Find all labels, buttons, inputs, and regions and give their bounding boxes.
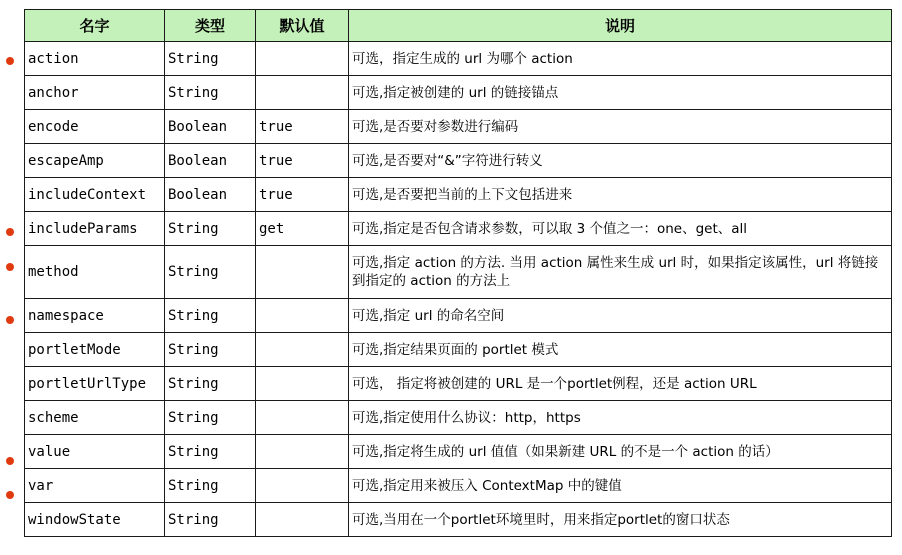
param-description: 可选,指定结果页面的 portlet 模式 (349, 333, 892, 367)
param-name: portletUrlType (25, 367, 165, 401)
param-default: true (256, 110, 349, 144)
param-default (256, 435, 349, 469)
param-name: includeContext (25, 178, 165, 212)
table-row (25, 333, 892, 367)
bullet-dot (6, 263, 14, 271)
param-description: 可选,指定 action 的方法. 当用 action 属性来生成 url 时，如果指定该属性，url 将链接到指定的 action 的方法上 (349, 246, 892, 299)
param-name: var (25, 469, 165, 503)
param-name: value (25, 435, 165, 469)
parameter-table (24, 9, 892, 537)
param-default (256, 246, 349, 299)
param-type: String (165, 401, 256, 435)
param-type: Boolean (165, 110, 256, 144)
header-type: 类型 (165, 10, 256, 42)
param-name: anchor (25, 76, 165, 110)
param-name: encode (25, 110, 165, 144)
param-description: 可选， 指定将被创建的 URL 是一个portlet例程，还是 action URL (349, 367, 892, 401)
table-row (25, 110, 892, 144)
bullet-dot (6, 57, 14, 65)
header-description: 说明 (349, 10, 892, 42)
bullet-dot (6, 491, 14, 499)
table-row (25, 435, 892, 469)
param-type: String (165, 503, 256, 537)
param-type: Boolean (165, 144, 256, 178)
table-row (25, 178, 892, 212)
param-default: get (256, 212, 349, 246)
table-row (25, 144, 892, 178)
param-description: 可选,指定被创建的 url 的链接锚点 (349, 76, 892, 110)
bullet-dot (6, 457, 14, 465)
table-row (25, 503, 892, 537)
param-type: String (165, 42, 256, 76)
header-default: 默认值 (256, 10, 349, 42)
param-default (256, 76, 349, 110)
param-default (256, 401, 349, 435)
param-name: includeParams (25, 212, 165, 246)
table-row (25, 401, 892, 435)
param-name: portletMode (25, 333, 165, 367)
param-default (256, 367, 349, 401)
param-description: 可选,指定使用什么协议：http，https (349, 401, 892, 435)
header-name: 名字 (25, 10, 165, 42)
bullet-column (0, 0, 24, 555)
param-description: 可选,指定用来被压入 ContextMap 中的键值 (349, 469, 892, 503)
bullet-dot (6, 316, 14, 324)
param-name: escapeAmp (25, 144, 165, 178)
param-name: action (25, 42, 165, 76)
param-type: String (165, 333, 256, 367)
table-row (25, 299, 892, 333)
param-default (256, 333, 349, 367)
param-description: 可选,是否要把当前的上下文包括进来 (349, 178, 892, 212)
param-type: String (165, 246, 256, 299)
param-default (256, 42, 349, 76)
param-description: 可选,指定将生成的 url 值值（如果新建 URL 的不是一个 action 的话） (349, 435, 892, 469)
table-row (25, 367, 892, 401)
param-type: String (165, 76, 256, 110)
param-default (256, 299, 349, 333)
param-name: method (25, 246, 165, 299)
table-row (25, 469, 892, 503)
param-name: namespace (25, 299, 165, 333)
bullet-dot (6, 228, 14, 236)
param-default (256, 503, 349, 537)
param-default: true (256, 178, 349, 212)
table-row (25, 42, 892, 76)
param-description: 可选,是否要对参数进行编码 (349, 110, 892, 144)
table-header-row (25, 10, 892, 42)
param-type: String (165, 435, 256, 469)
param-name: scheme (25, 401, 165, 435)
table-row (25, 246, 892, 299)
param-type: String (165, 212, 256, 246)
param-default (256, 469, 349, 503)
table-row (25, 212, 892, 246)
param-type: String (165, 367, 256, 401)
param-type: String (165, 469, 256, 503)
param-type: String (165, 299, 256, 333)
param-description: 可选,是否要对“&”字符进行转义 (349, 144, 892, 178)
param-description: 可选,当用在一个portlet环境里时，用来指定portlet的窗口状态 (349, 503, 892, 537)
param-default: true (256, 144, 349, 178)
param-description: 可选，指定生成的 url 为哪个 action (349, 42, 892, 76)
param-description: 可选,指定是否包含请求参数，可以取 3 个值之一：one、get、all (349, 212, 892, 246)
param-description: 可选,指定 url 的命名空间 (349, 299, 892, 333)
param-type: Boolean (165, 178, 256, 212)
param-name: windowState (25, 503, 165, 537)
table-row (25, 76, 892, 110)
